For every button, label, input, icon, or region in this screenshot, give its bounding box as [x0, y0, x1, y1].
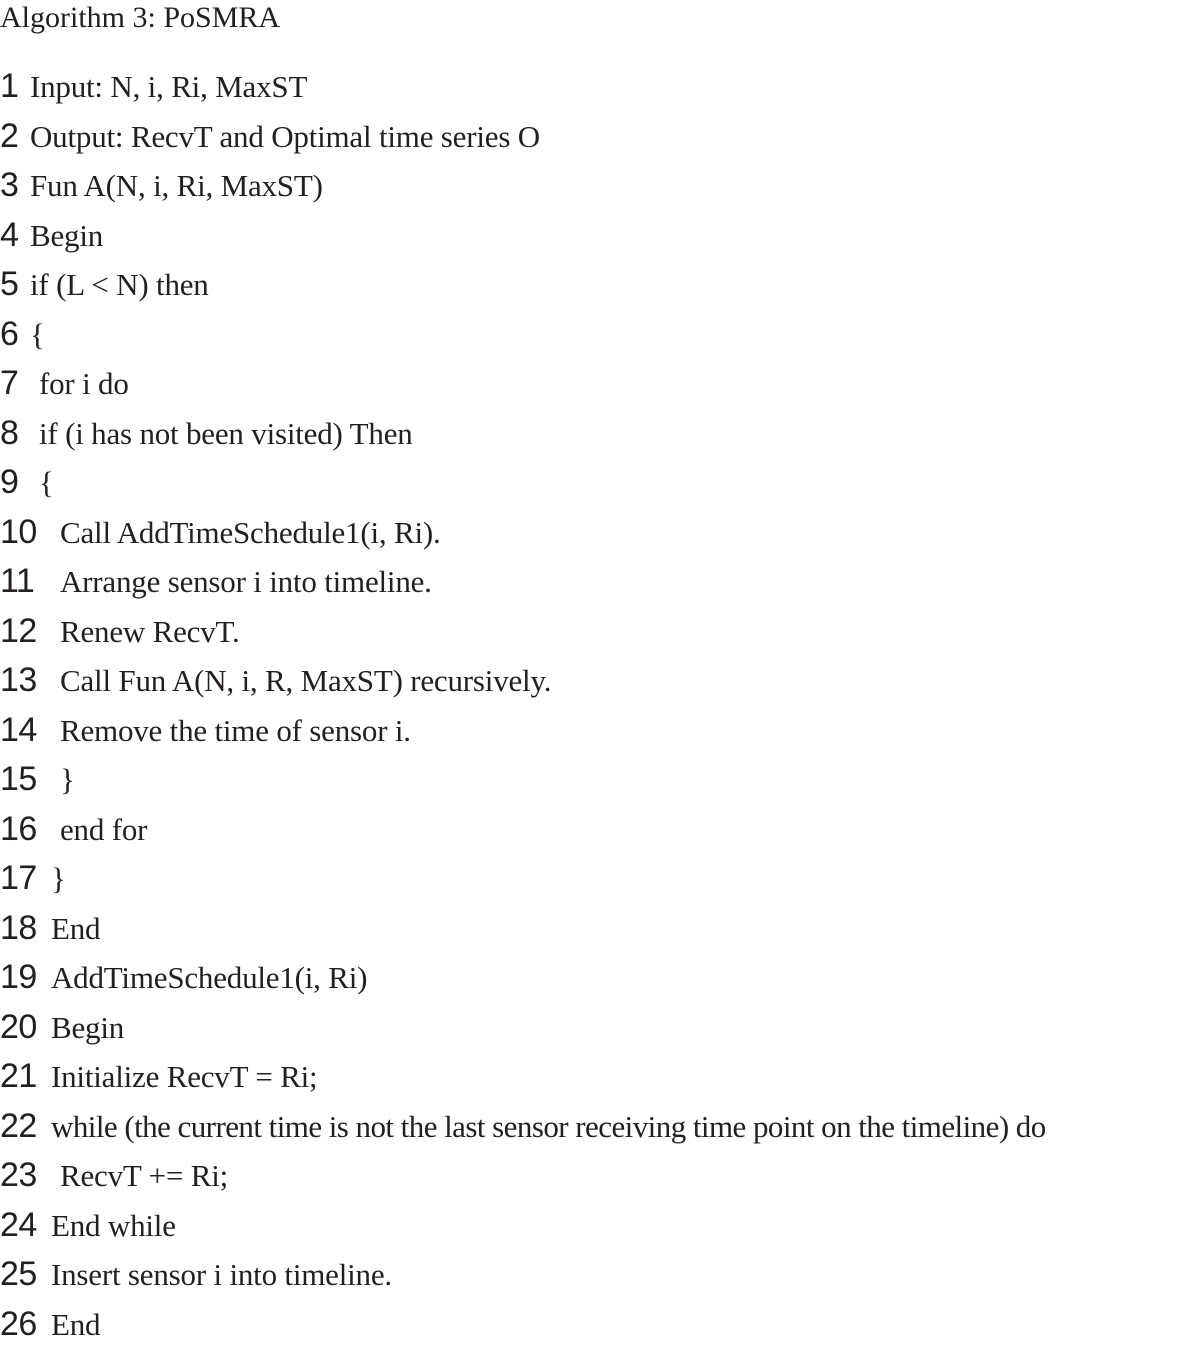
algorithm-line	[0, 409, 1184, 459]
algorithm-line	[0, 805, 1184, 855]
algorithm-line	[0, 1102, 1184, 1152]
algorithm-body	[0, 62, 1184, 1349]
line-number: 6	[0, 310, 30, 359]
line-number: 18	[0, 904, 51, 953]
line-code: Initialize RecvT = Ri;	[51, 1052, 317, 1101]
algorithm-line	[0, 1151, 1184, 1201]
line-code: RecvT += Ri;	[51, 1151, 228, 1200]
algorithm-line	[0, 1003, 1184, 1053]
algorithm-title: Algorithm 3: PoSMRA	[0, 0, 280, 36]
algorithm-line	[0, 1201, 1184, 1251]
line-code: for i do	[30, 359, 129, 408]
line-code: if (L < N) then	[30, 260, 209, 309]
line-code: while (the current time is not the last sensor receiving time point on the timeline) do	[51, 1102, 1046, 1151]
line-number: 12	[0, 607, 51, 656]
line-code: Input: N, i, Ri, MaxST	[30, 62, 307, 111]
algorithm-line	[0, 854, 1184, 904]
algorithm-line	[0, 904, 1184, 954]
algorithm-line	[0, 755, 1184, 805]
algorithm-line	[0, 161, 1184, 211]
algorithm-line	[0, 260, 1184, 310]
line-number: 22	[0, 1102, 51, 1151]
line-code: Output: RecvT and Optimal time series O	[30, 112, 540, 161]
line-code: Renew RecvT.	[51, 607, 240, 656]
line-code: end for	[51, 805, 147, 854]
line-code: Remove the time of sensor i.	[51, 706, 411, 755]
line-number: 4	[0, 211, 30, 260]
algorithm-line	[0, 557, 1184, 607]
line-number: 25	[0, 1250, 51, 1299]
line-code: Begin	[51, 1003, 124, 1052]
line-number: 26	[0, 1300, 51, 1349]
line-number: 15	[0, 755, 51, 804]
algorithm-line	[0, 310, 1184, 360]
line-number: 23	[0, 1151, 51, 1200]
line-number: 9	[0, 458, 30, 507]
algorithm-line	[0, 508, 1184, 558]
line-number: 14	[0, 706, 51, 755]
line-code: Begin	[30, 211, 103, 260]
line-code: }	[51, 854, 66, 903]
line-number: 11	[0, 557, 51, 606]
algorithm-line	[0, 607, 1184, 657]
line-code: Call AddTimeSchedule1(i, Ri).	[51, 508, 441, 557]
line-number: 21	[0, 1052, 51, 1101]
line-number: 1	[0, 62, 30, 111]
algorithm-line	[0, 211, 1184, 261]
line-number: 19	[0, 953, 51, 1002]
line-code: {	[30, 458, 54, 507]
line-code: End while	[51, 1201, 176, 1250]
line-code: if (i has not been visited) Then	[30, 409, 413, 458]
line-number: 3	[0, 161, 30, 210]
algorithm-line	[0, 1250, 1184, 1300]
line-code: End	[51, 904, 100, 953]
line-number: 7	[0, 359, 30, 408]
line-number: 10	[0, 508, 51, 557]
line-number: 8	[0, 409, 30, 458]
line-number: 13	[0, 656, 51, 705]
line-code: Insert sensor i into timeline.	[51, 1250, 392, 1299]
line-number: 5	[0, 260, 30, 309]
algorithm-line	[0, 458, 1184, 508]
algorithm-line	[0, 656, 1184, 706]
line-code: AddTimeSchedule1(i, Ri)	[51, 953, 367, 1002]
line-code: Arrange sensor i into timeline.	[51, 557, 432, 606]
line-number: 16	[0, 805, 51, 854]
line-code: Fun A(N, i, Ri, MaxST)	[30, 161, 323, 210]
line-number: 2	[0, 112, 30, 161]
line-number: 20	[0, 1003, 51, 1052]
line-code: End	[51, 1300, 100, 1349]
line-code: Call Fun A(N, i, R, MaxST) recursively.	[51, 656, 551, 705]
algorithm-line	[0, 112, 1184, 162]
line-code: {	[30, 310, 45, 359]
algorithm-line	[0, 706, 1184, 756]
algorithm-line	[0, 359, 1184, 409]
algorithm-line	[0, 1052, 1184, 1102]
line-number: 24	[0, 1201, 51, 1250]
algorithm-line	[0, 953, 1184, 1003]
line-code: }	[51, 755, 75, 804]
algorithm-line	[0, 1300, 1184, 1349]
line-number: 17	[0, 854, 51, 903]
algorithm-line	[0, 62, 1184, 112]
